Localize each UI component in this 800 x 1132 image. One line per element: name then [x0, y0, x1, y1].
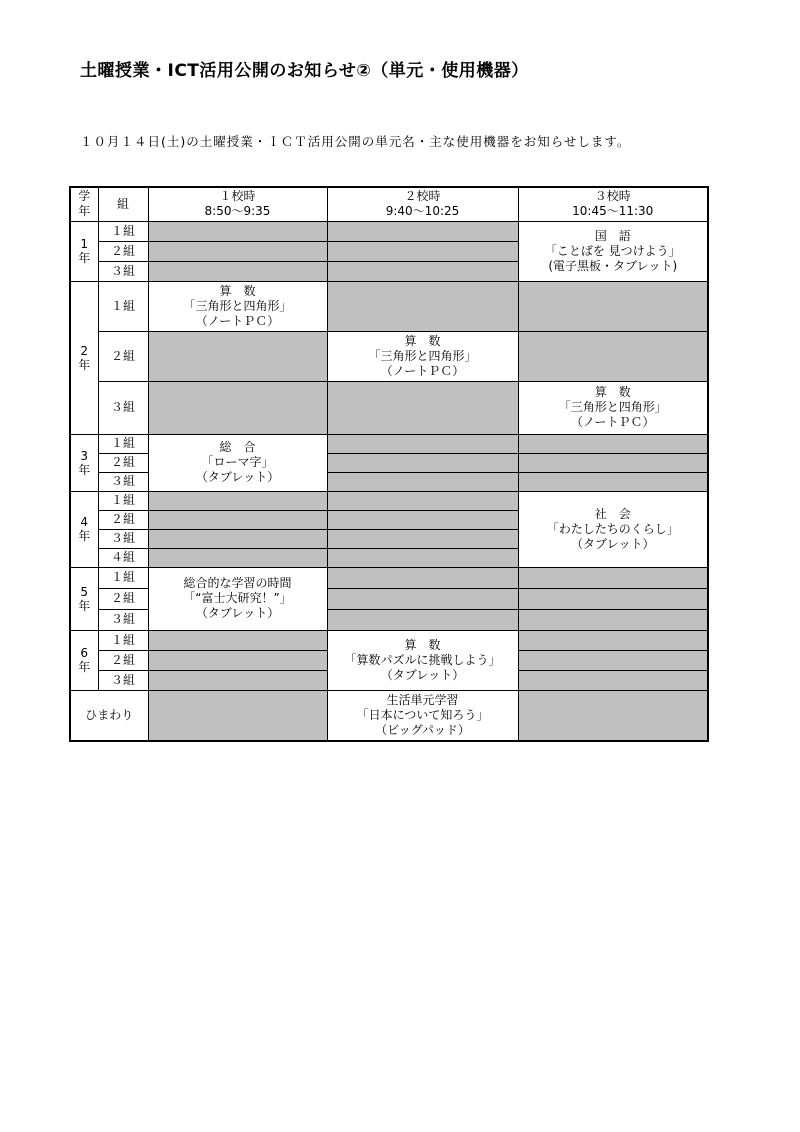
- table-row: [70, 491, 708, 510]
- table-row: [70, 381, 708, 434]
- class-label: １組: [98, 491, 148, 510]
- empty-cell: [518, 588, 708, 609]
- class-label: ３組: [98, 670, 148, 690]
- empty-cell: [327, 609, 518, 630]
- period-1-header: １校時 8:50～9:35: [148, 187, 327, 221]
- empty-cell: [148, 331, 327, 381]
- empty-cell: [327, 453, 518, 472]
- empty-cell: [327, 491, 518, 510]
- empty-cell: [327, 548, 518, 567]
- class-label: ４組: [98, 548, 148, 567]
- empty-cell: [327, 434, 518, 453]
- grade-5-label: 5 年: [70, 567, 98, 630]
- intro-text: １０月１４日(土)の土曜授業・ＩＣＴ活用公開の単元名・主な使用機器をお知らせします。: [80, 134, 631, 149]
- empty-cell: [148, 650, 327, 670]
- class-label: ３組: [98, 472, 148, 491]
- class-label: １組: [98, 630, 148, 650]
- class-header: 組: [98, 187, 148, 221]
- empty-cell: [148, 491, 327, 510]
- lesson-g6-p2: 算 数 「算数パズルに挑戦しよう」 （タブレット）: [327, 630, 518, 690]
- empty-cell: [327, 221, 518, 241]
- class-label: ３組: [98, 609, 148, 630]
- table-row: [70, 281, 708, 331]
- empty-cell: [148, 630, 327, 650]
- empty-cell: [518, 281, 708, 331]
- lesson-g5-p1: 総合的な学習の時間 「“富士大研究！”」 （タブレット）: [148, 567, 327, 630]
- lesson-g2c2-p2: 算 数 「三角形と四角形」 （ノートＰＣ）: [327, 331, 518, 381]
- empty-cell: [327, 567, 518, 588]
- table-row: [70, 434, 708, 453]
- lesson-himawari-p2: 生活単元学習 「日本について知ろう」 （ビッグパッド）: [327, 690, 518, 741]
- table-row: [70, 221, 708, 241]
- lesson-g3-p1: 総 合 「ローマ字」 （タブレット）: [148, 434, 327, 491]
- class-label: ２組: [98, 588, 148, 609]
- table-row: [70, 690, 708, 741]
- empty-cell: [148, 241, 327, 261]
- table-row: [70, 331, 708, 381]
- empty-cell: [148, 529, 327, 548]
- grade-header: 学 年: [70, 187, 98, 221]
- empty-cell: [327, 529, 518, 548]
- empty-cell: [518, 331, 708, 381]
- grade-3-label: 3 年: [70, 434, 98, 491]
- period-2-header: ２校時 9:40～10:25: [327, 187, 518, 221]
- empty-cell: [327, 381, 518, 434]
- class-label: ３組: [98, 381, 148, 434]
- empty-cell: [327, 588, 518, 609]
- class-label: １組: [98, 281, 148, 331]
- empty-cell: [518, 472, 708, 491]
- schedule-table: [69, 186, 709, 742]
- lesson-g1-p3: 国 語 「ことばを 見つけよう」 (電子黒板・タブレット): [518, 221, 708, 281]
- class-label: １組: [98, 434, 148, 453]
- empty-cell: [518, 434, 708, 453]
- class-label: ２組: [98, 241, 148, 261]
- empty-cell: [148, 670, 327, 690]
- grade-2-label: 2 年: [70, 281, 98, 434]
- empty-cell: [148, 261, 327, 281]
- grade-4-label: 4 年: [70, 491, 98, 567]
- empty-cell: [148, 690, 327, 741]
- table-row: [70, 630, 708, 650]
- page-title: 土曜授業・ICT活用公開のお知らせ②（単元・使用機器）: [80, 61, 529, 81]
- grade-6-label: 6 年: [70, 630, 98, 690]
- grade-1-label: 1 年: [70, 221, 98, 281]
- empty-cell: [327, 261, 518, 281]
- empty-cell: [518, 567, 708, 588]
- class-label: ２組: [98, 331, 148, 381]
- class-label: ３組: [98, 529, 148, 548]
- empty-cell: [148, 510, 327, 529]
- empty-cell: [518, 453, 708, 472]
- empty-cell: [327, 241, 518, 261]
- empty-cell: [518, 630, 708, 650]
- empty-cell: [518, 650, 708, 670]
- class-label: ２組: [98, 453, 148, 472]
- class-label: ２組: [98, 510, 148, 529]
- class-label: ３組: [98, 261, 148, 281]
- empty-cell: [518, 690, 708, 741]
- himawari-label: ひまわり: [70, 690, 148, 741]
- empty-cell: [327, 281, 518, 331]
- table-row: [70, 567, 708, 588]
- class-label: １組: [98, 221, 148, 241]
- empty-cell: [148, 381, 327, 434]
- lesson-g4-p3: 社 会 「わたしたちのくらし」 （タブレット）: [518, 491, 708, 567]
- class-label: ２組: [98, 650, 148, 670]
- table-header-row: [70, 187, 708, 221]
- empty-cell: [327, 472, 518, 491]
- lesson-g2c1-p1: 算 数 「三角形と四角形」 （ノートＰＣ）: [148, 281, 327, 331]
- period-3-header: ３校時 10:45～11:30: [518, 187, 708, 221]
- empty-cell: [518, 670, 708, 690]
- empty-cell: [148, 548, 327, 567]
- empty-cell: [327, 510, 518, 529]
- empty-cell: [518, 609, 708, 630]
- lesson-g2c3-p3: 算 数 「三角形と四角形」 （ノートＰＣ）: [518, 381, 708, 434]
- empty-cell: [148, 221, 327, 241]
- class-label: １組: [98, 567, 148, 588]
